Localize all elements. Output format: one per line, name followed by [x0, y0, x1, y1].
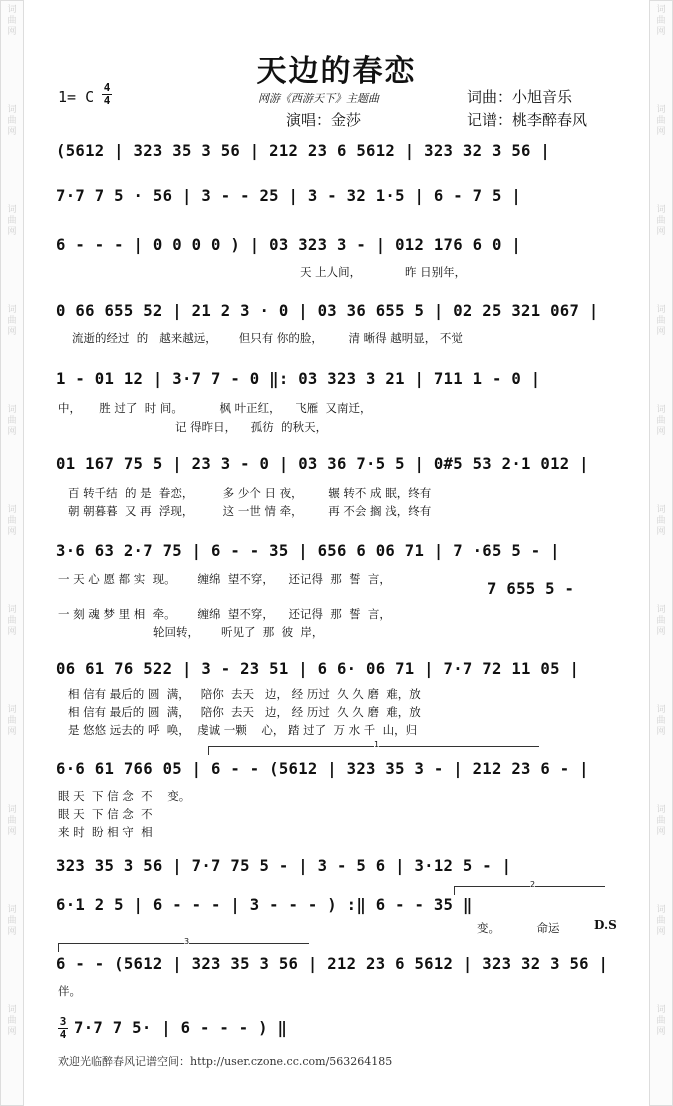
notation-row-3: 6 - - - | 0 0 0 0 ) | 03 323 3 - | 012 176 6 0 | — [56, 236, 522, 254]
lyric-row-9: 轮回转， 听见了 那 彼 岸， — [58, 625, 324, 639]
watermark-text: 词 曲 网 — [7, 905, 17, 937]
lyric-row-2: 流逝的经过 的 越来越远， 但只有 你的脸， 清 晰得 越明显， 不觉 — [72, 331, 463, 345]
transcriber-credit: 记谱：桃李醉春风 — [467, 111, 588, 129]
watermark-text: 词 曲 网 — [7, 505, 17, 537]
notation-row-5: 1 - 01 12 | 3·7 7 - 0 ‖: 03 323 3 21 | 711 1 - 0 | — [56, 370, 541, 388]
notation-row-13: 7·7 7 5· | 6 - - - ) ‖ — [74, 1019, 288, 1037]
watermark-text: 词 曲 网 — [7, 205, 17, 237]
lyric-row-1: 天 上人间， 昨 日别年， — [300, 265, 467, 279]
watermark-text: 词 曲 网 — [7, 1005, 17, 1037]
lyric-row-4: 记 得昨日， 孤彷 的秋天， — [58, 420, 328, 434]
watermark-text: 词 曲 网 — [656, 905, 666, 937]
watermark-text: 词 曲 网 — [656, 405, 666, 437]
watermark-text: 词 曲 网 — [656, 105, 666, 137]
lyric-row-7: 一 天 心 愿 都 实 现。 缠绵 望不穿， 还记得 那 誓 言， — [58, 572, 391, 586]
lyric-row-17: 伴。 — [58, 984, 81, 998]
time-signature-bottom: 4 — [103, 94, 111, 107]
watermark-text: 词 曲 网 — [656, 1005, 666, 1037]
notation-row-12: 6 - - (5612 | 323 35 3 56 | 212 23 6 5612 | 323 32 3 56 | — [56, 955, 609, 973]
watermark-text: 词 曲 网 — [656, 605, 666, 637]
lyric-row-12: 是 悠悠 远去的 呼 唤， 虔诚 一颗 心， 踏 过了 万 水 千 山，归 — [68, 723, 418, 737]
song-title: 天边的春恋 — [256, 54, 417, 89]
volta-3: 3 — [58, 943, 309, 952]
notation-row-7: 3·6 63 2·7 75 | 6 - - 35 | 656 6 06 71 | 7 ·65 5 - | — [56, 542, 560, 560]
notation-row-10: 323 35 3 56 | 7·7 75 5 - | 3 - 5 6 | 3·12 5 - | — [56, 857, 512, 875]
watermark-text: 词 曲 网 — [7, 405, 17, 437]
subtitle: 网游《西游天下》主题曲 — [258, 92, 379, 105]
lyric-row-3: 中， 胜 过了 时 间。 枫 叶正红， 飞雁 又南迁， — [58, 401, 372, 415]
lyric-row-11: 相 信有 最后的 圆 满， 陪你 去天 边， 经 历过 久 久 磨 难，放 — [68, 705, 421, 719]
left-watermark-strip — [0, 0, 24, 1106]
ds-mark: D.S — [594, 918, 617, 932]
lyric-row-16: 变。 命运 — [477, 921, 560, 935]
lyric-row-14: 眼 天 下 信 念 不 — [58, 807, 153, 821]
lyric-row-15: 来 时 盼 相 守 相 — [58, 825, 153, 839]
lyric-row-6: 朝 朝暮暮 又 再 浮现， 这 一世 情 牵， 再 不会 搁 浅，终有 — [68, 504, 432, 518]
time-signature-top: 4 — [103, 81, 111, 94]
notation-row-1: (5612 | 323 35 3 56 | 212 23 6 5612 | 323 32 3 56 | — [56, 142, 551, 160]
lyric-row-8: 一 刻 魂 梦 里 相 牵。 缠绵 望不穿， 还记得 那 誓 言， — [58, 607, 391, 621]
lyric-row-13: 眼 天 下 信 念 不 变。 — [58, 789, 191, 803]
volta-1: 1 — [208, 746, 539, 755]
watermark-text: 词 曲 网 — [7, 605, 17, 637]
time-signature-last-top: 3 — [59, 1015, 67, 1028]
time-signature — [102, 83, 112, 106]
watermark-text: 词 曲 网 — [656, 5, 666, 37]
watermark-text: 词 曲 网 — [7, 305, 17, 337]
notation-row-9: 6·6 61 766 05 | 6 - - (5612 | 323 35 3 - | 212 23 6 - | — [56, 760, 589, 778]
volta-2: 2 — [454, 886, 605, 895]
watermark-text: 词 曲 网 — [656, 505, 666, 537]
watermark-text: 词 曲 网 — [656, 805, 666, 837]
right-watermark-strip — [649, 0, 673, 1106]
notation-extra: 7 655 5 - — [487, 580, 575, 598]
watermark-text: 词 曲 网 — [656, 705, 666, 737]
lyric-row-5: 百 转千结 的 是 眷恋， 多 少个 日 夜， 辗 转不 成 眠，终有 — [68, 486, 432, 500]
time-signature-last-bottom: 4 — [59, 1028, 67, 1041]
watermark-text: 词 曲 网 — [656, 205, 666, 237]
time-signature-last — [58, 1017, 68, 1040]
watermark-text: 词 曲 网 — [656, 305, 666, 337]
watermark-text: 词 曲 网 — [7, 5, 17, 37]
notation-row-2: 7·7 7 5 · 56 | 3 - - 25 | 3 - 32 1·5 | 6 - 7 5 | — [56, 187, 522, 205]
watermark-text: 词 曲 网 — [7, 105, 17, 137]
lyric-row-10: 相 信有 最后的 圆 满， 陪你 去天 边， 经 历过 久 久 磨 难，放 — [68, 687, 421, 701]
key-signature: 1= C — [58, 88, 95, 106]
notation-row-8: 06 61 76 522 | 3 - 23 51 | 6 6· 06 71 | 7·7 72 11 05 | — [56, 660, 580, 678]
footer-text: 欢迎光临醉春风记谱空间：http://user.czone.cc.com/563264185 — [58, 1055, 393, 1068]
watermark-text: 词 曲 网 — [7, 805, 17, 837]
notation-row-11: 6·1 2 5 | 6 - - - | 3 - - - ) :‖ 6 - - 35 ‖ — [56, 896, 473, 914]
notation-row-6: 01 167 75 5 | 23 3 - 0 | 03 36 7·5 5 | 0#5 53 2·1 012 | — [56, 455, 589, 473]
composer-credit: 词曲：小旭音乐 — [467, 88, 573, 106]
watermark-text: 词 曲 网 — [7, 705, 17, 737]
notation-row-4: 0 66 655 52 | 21 2 3 · 0 | 03 36 655 5 | 02 25 321 067 | — [56, 302, 599, 320]
singer-credit: 演唱：金莎 — [286, 111, 362, 129]
